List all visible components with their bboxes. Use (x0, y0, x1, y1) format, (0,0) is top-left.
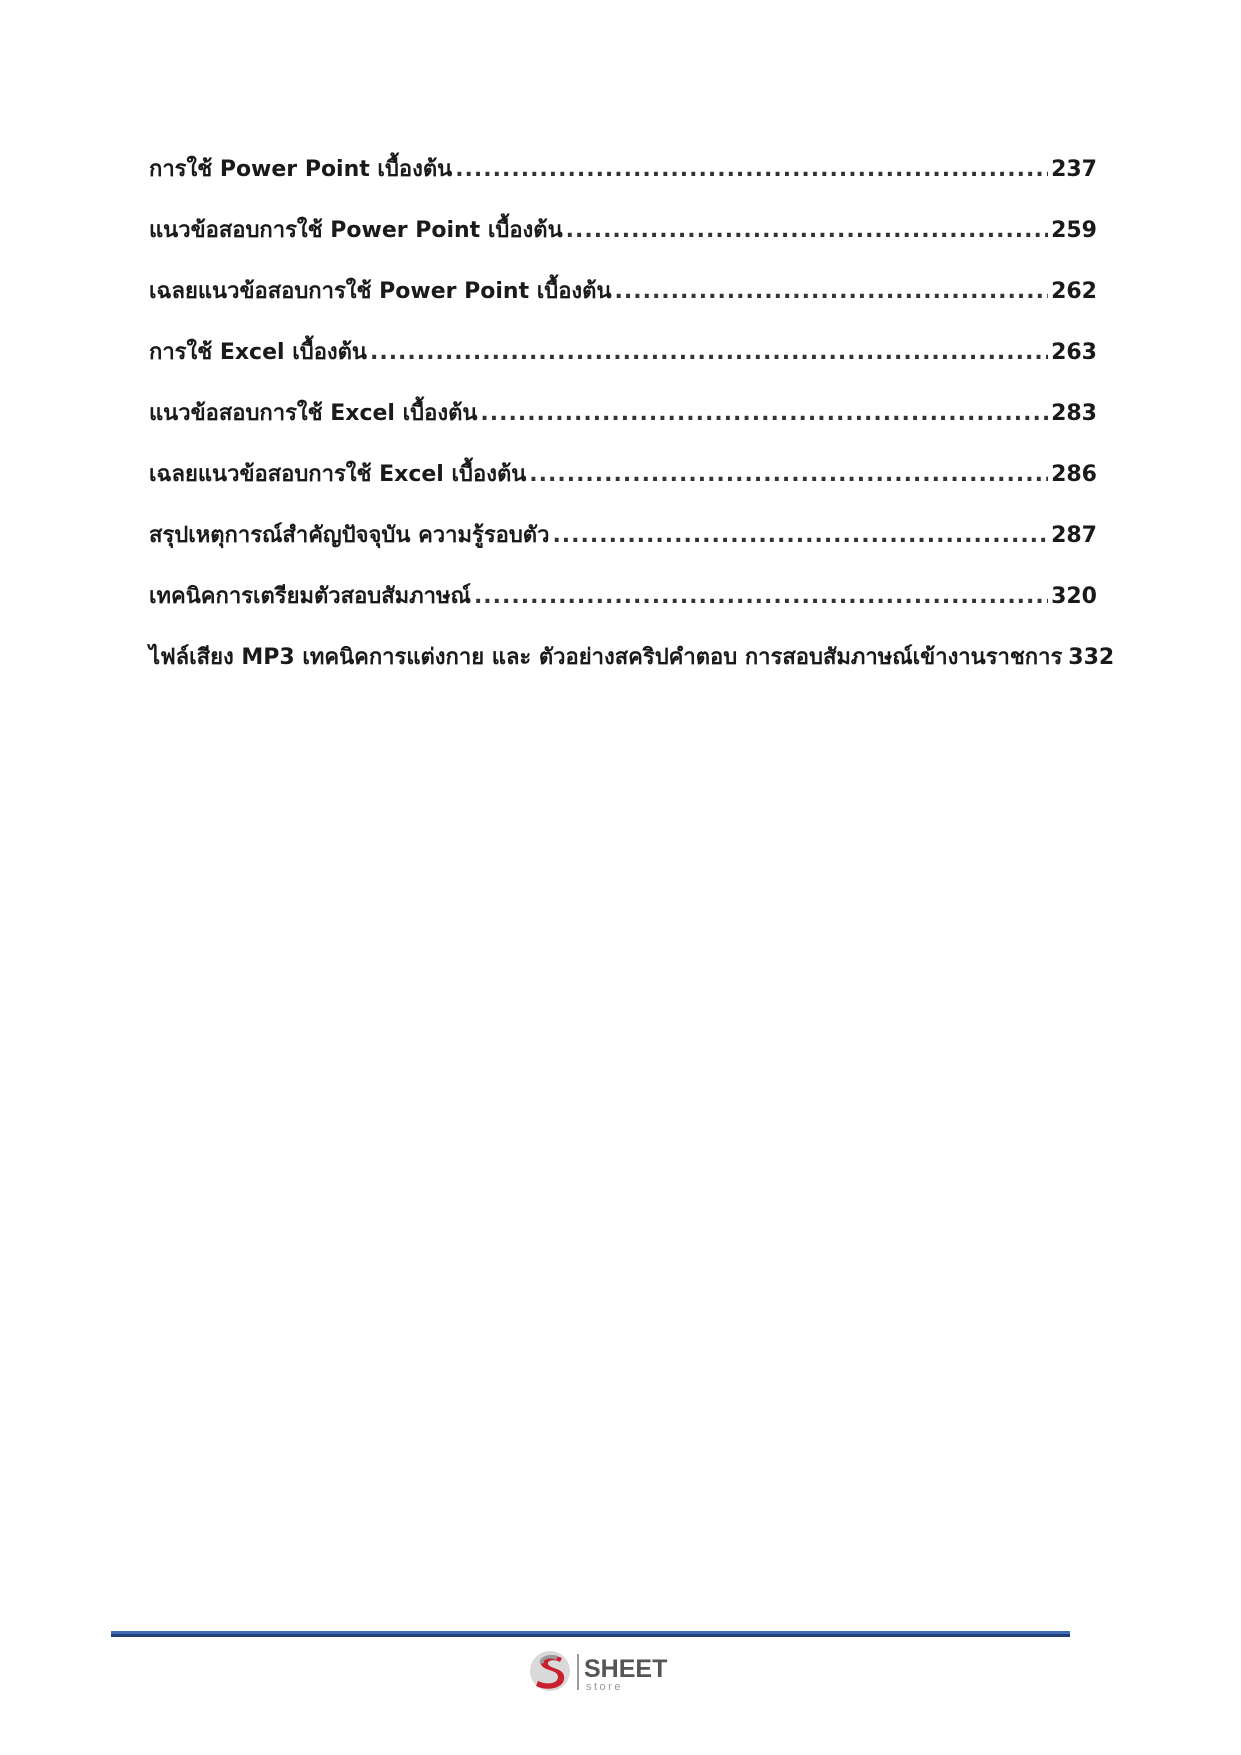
toc-dot-leader (552, 516, 1048, 556)
logo-sub-text: store (586, 1681, 623, 1693)
toc-entry-title: เทคนิคการเตรียมตัวสอบสัมภาษณ์ (149, 584, 471, 609)
toc-entry-title: การใช้ Excel เบื้องต้น (149, 340, 367, 365)
toc-entry-page: 286 (1051, 462, 1097, 487)
toc-dot-leader (455, 150, 1048, 190)
toc-entry-page: 332 (1068, 645, 1115, 670)
toc-entry[interactable] (149, 455, 1097, 516)
toc-entry-page: 320 (1051, 584, 1097, 609)
sheet-store-logo (528, 1648, 688, 1694)
toc-dot-leader (474, 577, 1048, 617)
toc-entry-title: การใช้ Power Point เบื้องต้น (149, 157, 453, 182)
toc-entry-title: แนวข้อสอบการใช้ Excel เบื้องต้น (149, 401, 478, 426)
toc-dot-leader (566, 211, 1048, 251)
toc-entry[interactable] (149, 516, 1097, 577)
toc-entry-title: ไฟล์เสียง MP3 เทคนิคการแต่งกาย และ ตัวอย่างสคริปคำตอบ การสอบสัมภาษณ์เข้างานราชการ (149, 645, 1063, 670)
sheet-store-s-logo-icon (528, 1648, 688, 1694)
toc-entry[interactable] (149, 272, 1097, 333)
toc-entry[interactable] (149, 211, 1097, 272)
toc-entry-page: 287 (1051, 523, 1097, 548)
table-of-contents (149, 150, 1115, 699)
toc-entry-title: แนวข้อสอบการใช้ Power Point เบื้องต้น (149, 218, 563, 243)
toc-entry-page: 283 (1051, 401, 1097, 426)
footer-divider (111, 1631, 1070, 1637)
toc-entry-title: สรุปเหตุการณ์สำคัญปัจจุบัน ความรู้รอบตัว (149, 523, 550, 548)
toc-entry[interactable] (149, 333, 1097, 394)
toc-entry-title: เฉลยแนวข้อสอบการใช้ Excel เบื้องต้น (149, 462, 527, 487)
toc-entry[interactable] (149, 394, 1097, 455)
logo-brand-text: SHEET (584, 1655, 668, 1683)
toc-entry-page: 237 (1051, 157, 1097, 182)
toc-entry-page: 259 (1051, 218, 1097, 243)
toc-entry[interactable] (149, 577, 1097, 638)
toc-dot-leader (529, 455, 1048, 495)
toc-entry-page: 263 (1051, 340, 1097, 365)
toc-entry-page: 262 (1051, 279, 1097, 304)
toc-dot-leader (615, 272, 1049, 312)
toc-entry[interactable] (149, 638, 1115, 699)
toc-dot-leader (480, 394, 1048, 434)
toc-dot-leader (370, 333, 1048, 373)
toc-entry-title: เฉลยแนวข้อสอบการใช้ Power Point เบื้องต้น (149, 279, 612, 304)
toc-entry[interactable] (149, 150, 1097, 211)
